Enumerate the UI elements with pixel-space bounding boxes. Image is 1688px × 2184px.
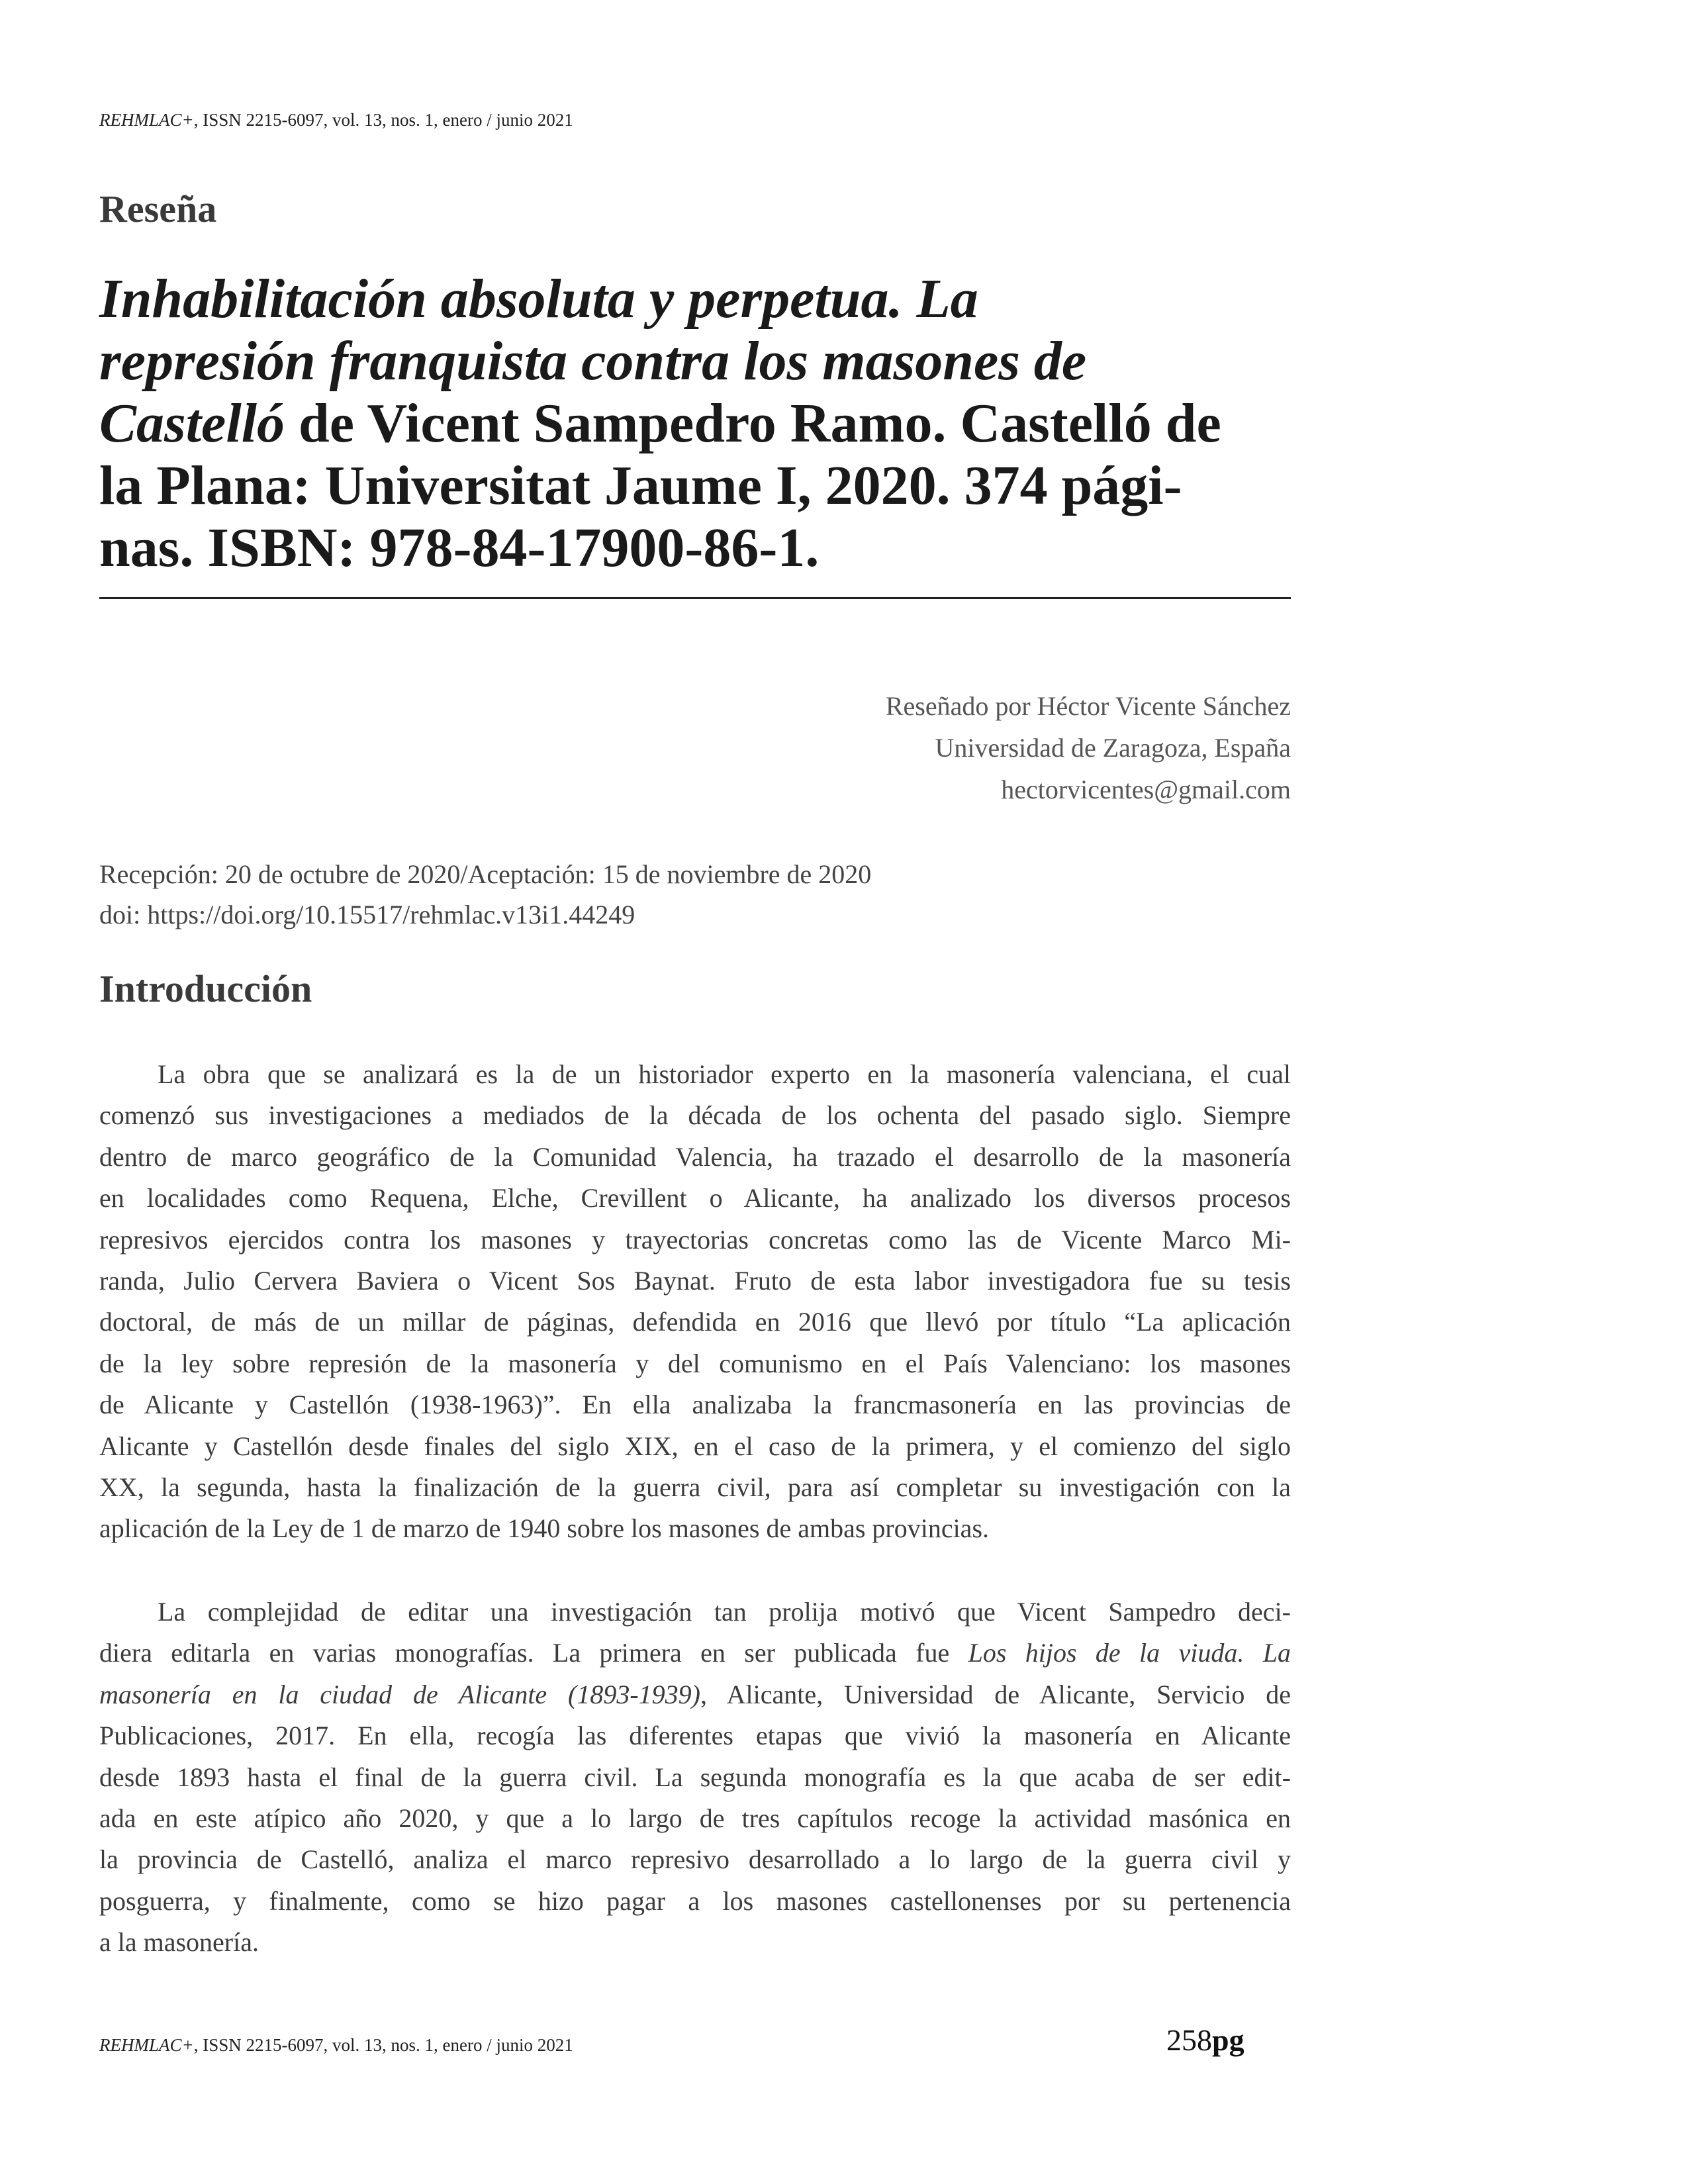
text-segment: randa, Julio Cervera Baviera o Vicent Sos Baynat. Fruto de esta labor investigadora fue su tesis	[99, 1265, 1291, 1296]
text-line	[99, 1384, 1291, 1425]
text-line	[99, 1591, 1291, 1633]
text-segment: Alicante y Castellón desde finales del siglo XIX, en el caso de la primera, y el comienzo del siglo	[99, 1431, 1291, 1461]
text-line	[99, 1095, 1291, 1136]
title-line	[99, 393, 1291, 455]
review-title	[99, 268, 1291, 579]
doi-link[interactable]: doi: https://doi.org/10.15517/rehmlac.v13i1.44249	[99, 900, 635, 929]
italic-text: Los hijos de la viuda. La	[968, 1638, 1291, 1668]
title-line	[99, 517, 1291, 579]
text-line	[99, 1467, 1291, 1508]
title-divider	[99, 597, 1291, 599]
footer-journal-info: , ISSN 2215-6097, vol. 13, nos. 1, enero / junio 2021	[193, 2035, 573, 2055]
text-segment: doctoral, de más de un millar de páginas, defendida en 2016 que llevó por título “La aplicación	[99, 1307, 1291, 1337]
text-segment: dentro de marco geográfico de la Comunidad Valencia, ha trazado el desarrollo de la masonería	[99, 1141, 1291, 1172]
text-segment: diera editarla en varias monografías. La primera en ser publicada fue	[99, 1638, 968, 1668]
paragraph-1	[99, 1054, 1291, 1550]
text-segment: en localidades como Requena, Elche, Crevillent o Alicante, ha analizado los diversos procesos	[99, 1183, 1291, 1213]
text-segment: de Vicent Sampedro Ramo. Castelló de	[285, 393, 1221, 454]
text-line	[99, 1715, 1291, 1756]
text-line	[99, 1757, 1291, 1798]
text-segment: nas. ISBN: 978-84-17900-86-1.	[99, 517, 820, 579]
running-footer	[99, 2035, 573, 2056]
text-line	[99, 1260, 1291, 1302]
page-number-value: 258	[1166, 2023, 1212, 2057]
text-segment: la Plana: Universitat Jaume I, 2020. 374 pági-	[99, 455, 1182, 516]
text-segment: La obra que se analizará es la de un historiador experto en la masonería valenciana, el cual	[158, 1059, 1291, 1089]
text-segment: represivos ejercidos contra los masones y trayectorias concretas como las de Vicente Marco Mi-	[99, 1224, 1291, 1255]
reviewer-block	[886, 685, 1291, 810]
text-line	[99, 1922, 1291, 1963]
text-line	[99, 1633, 1291, 1674]
section-label: Reseña	[99, 187, 217, 230]
text-segment: ada en este atípico año 2020, y que a lo largo de tres capítulos recoge la actividad masónica en	[99, 1803, 1291, 1833]
running-header	[99, 110, 573, 130]
text-segment: la provincia de Castelló, analiza el marco represivo desarrollado a lo largo de la guerra civil y	[99, 1844, 1291, 1875]
text-segment: aplicación de la Ley de 1 de marzo de 1940 sobre los masones de ambas provincias.	[99, 1513, 990, 1544]
text-segment: Publicaciones, 2017. En ella, recogía las diferentes etapas que vivió la masonería en Alicante	[99, 1721, 1291, 1751]
journal-info: , ISSN 2215-6097, vol. 13, nos. 1, enero / junio 2021	[193, 110, 573, 130]
page-number	[1166, 2022, 1244, 2058]
text-line	[99, 1839, 1291, 1880]
reviewer-name: Reseñado por Héctor Vicente Sánchez	[885, 691, 1291, 721]
reviewer-email[interactable]: hectorvicentes@gmail.com	[1001, 775, 1291, 804]
text-line	[99, 1054, 1291, 1095]
text-segment: posguerra, y finalmente, como se hizo pagar a los masones castellonenses por su pertenencia	[99, 1885, 1291, 1916]
italic-text: masonería en la ciudad de Alicante (1893-1939)	[99, 1679, 700, 1709]
text-segment: de la ley sobre represión de la masonería y del comunismo en el País Valenciano: los masones	[99, 1348, 1291, 1378]
text-line	[99, 1508, 1291, 1549]
italic-text: Castelló	[99, 393, 285, 454]
article-meta	[99, 854, 871, 935]
paragraph-2	[99, 1591, 1291, 1964]
text-segment: , Alicante, Universidad de Alicante, Servicio de	[700, 1679, 1291, 1709]
text-segment: desde 1893 hasta el final de la guerra civil. La segunda monografía es la que acaba de ser edit-	[99, 1762, 1291, 1792]
text-line	[99, 1674, 1291, 1715]
title-line	[99, 330, 1291, 393]
page-number-suffix: pg	[1212, 2023, 1244, 2057]
text-line	[99, 1302, 1291, 1343]
italic-text: Inhabilitación absoluta y perpetua. La	[99, 268, 978, 330]
text-segment: La complejidad de editar una investigación tan prolija motivó que Vicent Sampedro deci-	[158, 1597, 1291, 1627]
text-line	[99, 1426, 1291, 1467]
text-line	[99, 1798, 1291, 1839]
journal-name: REHMLAC+	[99, 110, 194, 130]
text-line	[99, 1219, 1291, 1260]
text-segment: de Alicante y Castellón (1938-1963)”. En ella analizaba la francmasonería en las provincias de	[99, 1390, 1291, 1420]
text-segment: comenzó sus investigaciones a mediados de la década de los ochenta del pasado siglo. Siempre	[99, 1100, 1291, 1131]
title-line	[99, 455, 1291, 517]
reception-dates: Recepción: 20 de octubre de 2020/Aceptación: 15 de noviembre de 2020	[99, 859, 872, 889]
text-line	[99, 1137, 1291, 1178]
text-line	[99, 1343, 1291, 1384]
text-line	[99, 1178, 1291, 1219]
title-line	[99, 268, 1291, 330]
section-heading: Introducción	[99, 967, 312, 1010]
reviewer-affiliation: Universidad de Zaragoza, España	[935, 733, 1291, 763]
text-segment: a la masonería.	[99, 1927, 259, 1958]
italic-text: represión franquista contra los masones de	[99, 330, 1087, 392]
text-line	[99, 1881, 1291, 1922]
text-segment: XX, la segunda, hasta la finalización de la guerra civil, para así completar su investigación con la	[99, 1472, 1291, 1502]
footer-journal-name: REHMLAC+	[99, 2035, 194, 2055]
